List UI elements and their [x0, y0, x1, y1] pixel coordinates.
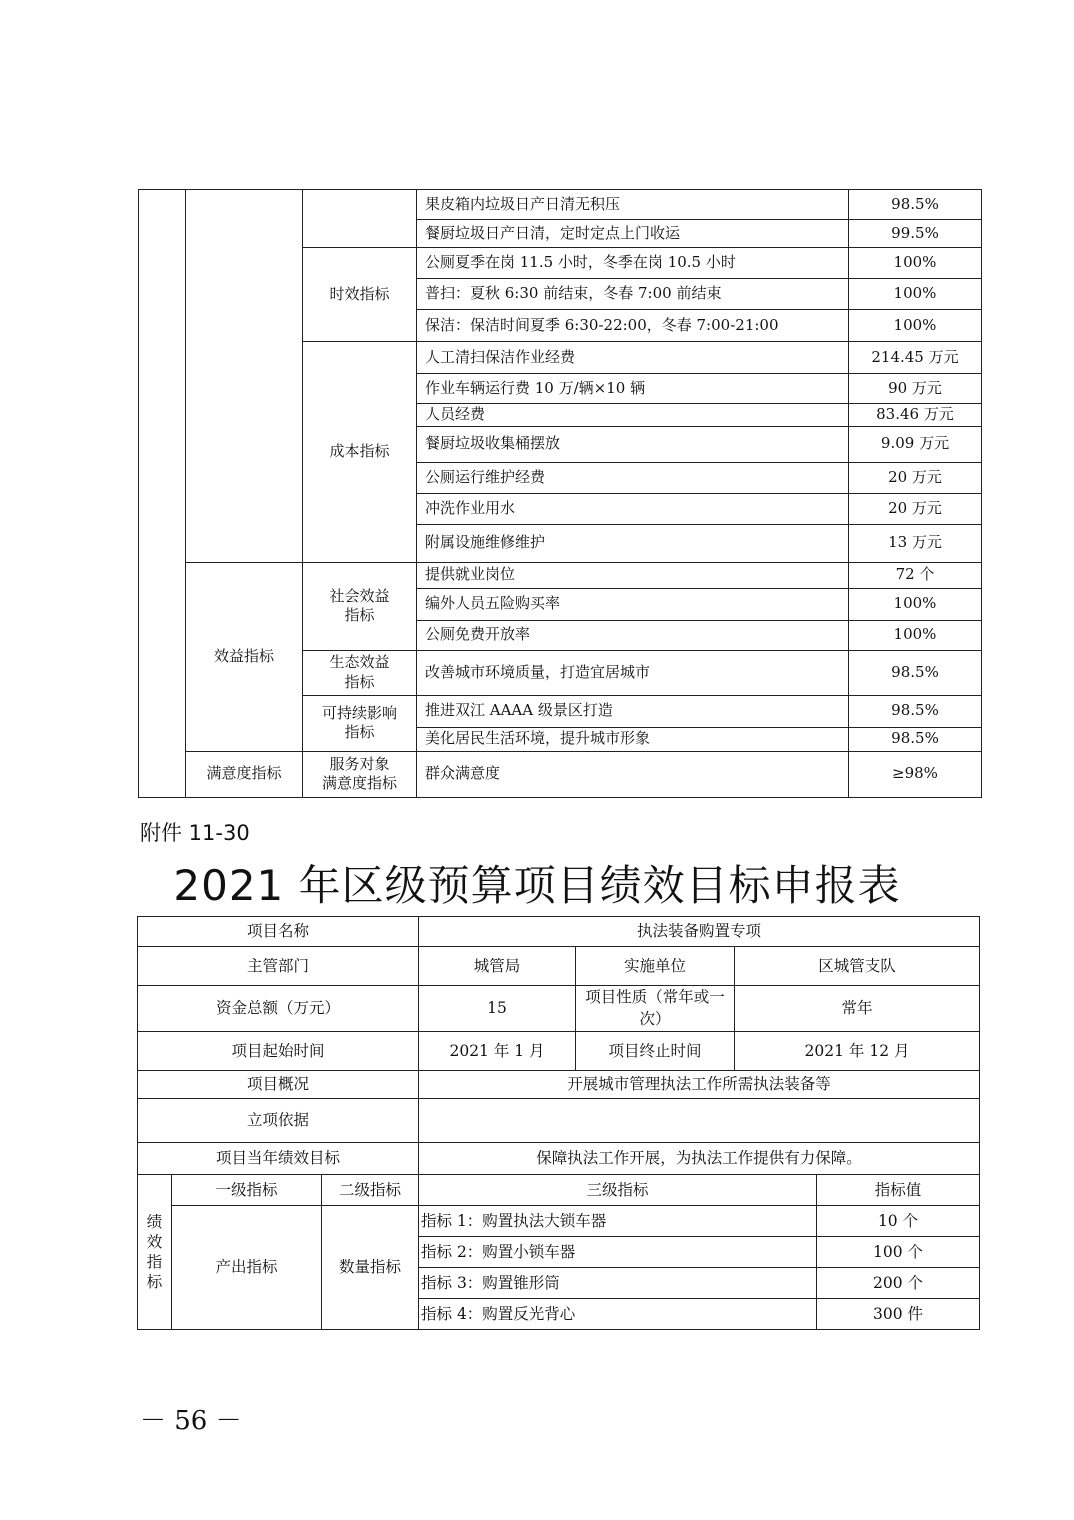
indicator-value: 214.45 万元 — [849, 342, 982, 374]
indicator-name: 附属设施维修维护 — [417, 524, 849, 562]
indicator-name: 编外人员五险购买率 — [417, 588, 849, 620]
l2-quantity: 数量指标 — [322, 1205, 419, 1329]
end-label: 项目终止时间 — [576, 1031, 735, 1070]
item-value: 300 件 — [817, 1298, 980, 1329]
l2-ecological — [303, 650, 417, 695]
l2-eco-line2: 指标 — [344, 672, 375, 691]
impl-value: 区城管支队 — [735, 947, 980, 986]
l2-social — [303, 562, 417, 650]
page-title: 2021 年区级预算项目绩效目标申报表 — [173, 861, 901, 910]
empty-l1-cell — [186, 190, 303, 563]
header-value: 指标值 — [817, 1174, 980, 1205]
perf-indicator-label — [138, 1174, 172, 1329]
indicator-value: 100% — [849, 279, 982, 310]
nature-label: 项目性质（常年或一次） — [576, 986, 735, 1032]
project-name-label: 项目名称 — [138, 917, 419, 947]
indicator-name: 人员经费 — [417, 404, 849, 427]
perf-char-3: 指 — [146, 1252, 163, 1271]
page-number: － 56 － — [140, 1406, 242, 1436]
basis-value — [419, 1098, 980, 1142]
indicator-value: 100% — [849, 248, 982, 279]
indicator-value: ≥98% — [849, 751, 982, 797]
indicator-value: 20 万元 — [849, 493, 982, 524]
perf-char-1: 绩 — [146, 1212, 163, 1231]
overview-value: 开展城市管理执法工作所需执法装备等 — [419, 1070, 980, 1098]
dept-value: 城管局 — [419, 947, 576, 986]
indicator-value: 98.5% — [849, 727, 982, 751]
start-value: 2021 年 1 月 — [419, 1031, 576, 1070]
l2-cost: 成本指标 — [303, 342, 417, 563]
indicator-value: 98.5% — [849, 695, 982, 727]
indicator-name: 公厕免费开放率 — [417, 620, 849, 650]
l2-social-line2: 指标 — [344, 606, 375, 625]
indicator-value: 9.09 万元 — [849, 426, 982, 462]
attachment-label: 附件 11-30 — [140, 821, 250, 845]
basis-label: 立项依据 — [138, 1098, 419, 1142]
indicator-value: 98.5% — [849, 650, 982, 695]
l2-service — [303, 751, 417, 797]
nature-value: 常年 — [735, 986, 980, 1032]
l2-sustain-line1: 可持续影响 — [321, 703, 397, 722]
item-name: 指标 3：购置锥形筒 — [419, 1267, 817, 1298]
indicator-value: 13 万元 — [849, 524, 982, 562]
indicator-value: 83.46 万元 — [849, 404, 982, 427]
l1-satisfaction: 满意度指标 — [186, 751, 303, 797]
l2-eco-line1: 生态效益 — [329, 653, 390, 672]
item-value: 10 个 — [817, 1205, 980, 1236]
item-name: 指标 2：购置小锁车器 — [419, 1236, 817, 1267]
impl-label: 实施单位 — [576, 947, 735, 986]
l2-sustain-line2: 指标 — [344, 723, 375, 742]
l2-service-line1: 服务对象 — [329, 754, 390, 773]
indicator-name: 推进双江 AAAA 级景区打造 — [417, 695, 849, 727]
indicator-name: 群众满意度 — [417, 751, 849, 797]
perf-char-2: 效 — [146, 1232, 163, 1251]
goal-label: 项目当年绩效目标 — [138, 1142, 419, 1174]
l1-benefit: 效益指标 — [186, 562, 303, 751]
header-l2: 二级指标 — [322, 1174, 419, 1205]
indicator-name: 提供就业岗位 — [417, 562, 849, 588]
end-value: 2021 年 12 月 — [735, 1031, 980, 1070]
indicator-name: 餐厨垃圾收集桶摆放 — [417, 426, 849, 462]
item-value: 100 个 — [817, 1236, 980, 1267]
item-value: 200 个 — [817, 1267, 980, 1298]
fund-label: 资金总额（万元） — [138, 986, 419, 1032]
item-name: 指标 4：购置反光背心 — [419, 1298, 817, 1329]
project-name-value: 执法装备购置专项 — [419, 917, 980, 947]
overview-label: 项目概况 — [138, 1070, 419, 1098]
l2-social-line1: 社会效益 — [329, 586, 390, 605]
indicator-name: 保洁：保洁时间夏季 6:30-22:00，冬春 7:00-21:00 — [417, 310, 849, 342]
indicator-value: 100% — [849, 620, 982, 650]
indicator-name: 普扫：夏秋 6:30 前结束，冬春 7:00 前结束 — [417, 279, 849, 310]
l1-output: 产出指标 — [172, 1205, 322, 1329]
empty-l2-cell — [303, 190, 417, 248]
indicator-name: 作业车辆运行费 10 万/辆×10 辆 — [417, 374, 849, 404]
indicator-name: 人工清扫保洁作业经费 — [417, 342, 849, 374]
item-name: 指标 1：购置执法大锁车器 — [419, 1205, 817, 1236]
indicator-name: 公厕运行维护经费 — [417, 462, 849, 493]
dept-label: 主管部门 — [138, 947, 419, 986]
header-l3: 三级指标 — [419, 1174, 817, 1205]
indicator-value: 100% — [849, 588, 982, 620]
perf-char-4: 标 — [146, 1273, 163, 1292]
indicator-value: 90 万元 — [849, 374, 982, 404]
indicator-value: 99.5% — [849, 220, 982, 248]
indicator-name: 改善城市环境质量，打造宜居城市 — [417, 650, 849, 695]
l2-service-line2: 满意度指标 — [321, 774, 397, 793]
empty-col — [139, 190, 186, 798]
indicator-value: 100% — [849, 310, 982, 342]
indicator-name: 公厕夏季在岗 11.5 小时，冬季在岗 10.5 小时 — [417, 248, 849, 279]
indicator-value: 98.5% — [849, 190, 982, 220]
indicator-table-continued — [138, 189, 982, 798]
goal-value: 保障执法工作开展，为执法工作提供有力保障。 — [419, 1142, 980, 1174]
indicator-name: 美化居民生活环境，提升城市形象 — [417, 727, 849, 751]
l2-sustainability — [303, 695, 417, 751]
indicator-name: 冲洗作业用水 — [417, 493, 849, 524]
indicator-value: 72 个 — [849, 562, 982, 588]
start-label: 项目起始时间 — [138, 1031, 419, 1070]
budget-form-table — [137, 916, 980, 1330]
indicator-name: 餐厨垃圾日产日清，定时定点上门收运 — [417, 220, 849, 248]
indicator-value: 20 万元 — [849, 462, 982, 493]
fund-value: 15 — [419, 986, 576, 1032]
header-l1: 一级指标 — [172, 1174, 322, 1205]
l2-timeliness: 时效指标 — [303, 248, 417, 342]
indicator-name: 果皮箱内垃圾日产日清无积压 — [417, 190, 849, 220]
